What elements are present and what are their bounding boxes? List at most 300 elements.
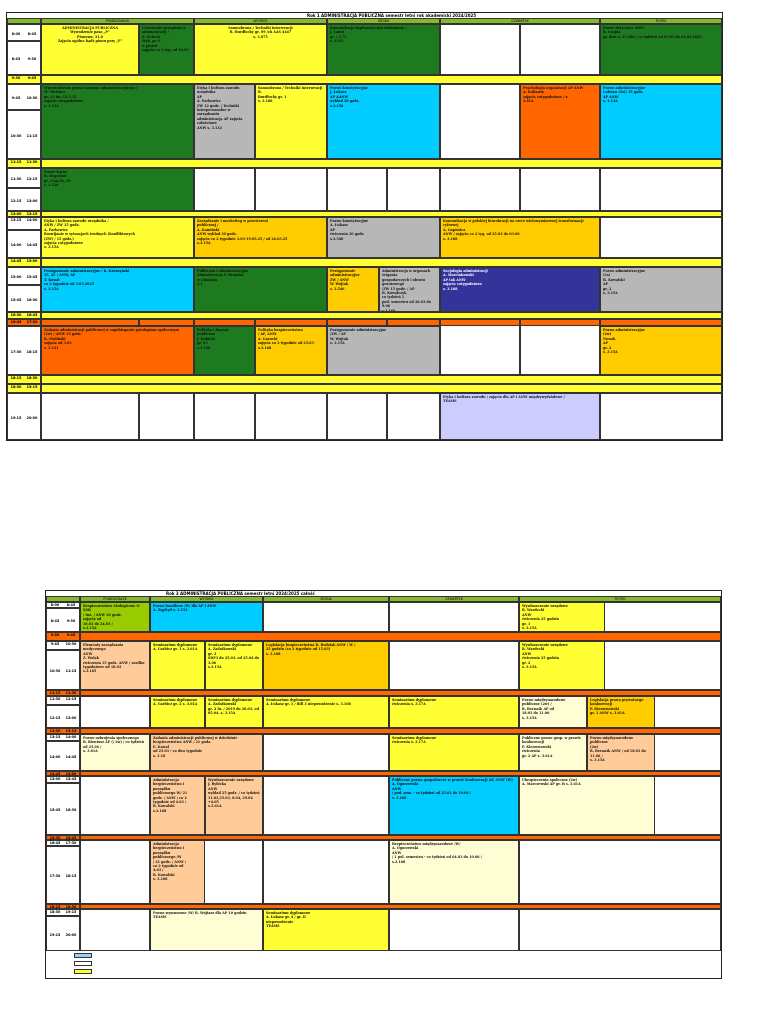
class-line: gr. 1 (522, 621, 531, 626)
class-line: Publiczna i administracyjna (197, 269, 249, 273)
class-line: Prawo międzynarodowe publiczne (590, 736, 634, 745)
class-line: Wywłaszczenie urzędowe (208, 778, 254, 782)
class-line: Prawo administracyjne (603, 328, 646, 332)
time-end: 11:30 (26, 160, 38, 164)
time-cell (7, 230, 41, 258)
class-line: Administracja (153, 778, 179, 782)
class-line: s.3.168 (153, 808, 167, 813)
time-end: 17:30 (65, 841, 77, 845)
class-line: s. 3.15A (522, 715, 537, 720)
class-line: s. 3.168 (266, 651, 281, 656)
class-line: od 25.04 / (83, 744, 102, 749)
time-cell (46, 776, 80, 783)
class-block[interactable] (600, 326, 722, 375)
time-start: 16:30 (10, 313, 22, 317)
time-start: 15:00 (10, 275, 22, 279)
class-line: ANW (392, 850, 402, 855)
class-line: zajęcia cotygodniowe (44, 99, 84, 104)
class-line: A. Łukasz (330, 223, 348, 228)
class-line: A. Łukasz gr. 4 / gr. II (266, 915, 306, 920)
class-line: Administracja F. Brańska (197, 273, 244, 278)
class-line: bezpieczeństwa i (153, 846, 185, 851)
time-cell (46, 641, 80, 650)
class-line: gr. 2 lu. / 2019 do 20.03. od (208, 706, 259, 711)
class-line: Etyka i kultura zawodu urzędnika (197, 86, 240, 95)
class-block[interactable] (263, 696, 389, 728)
time-start: 15:45 (10, 297, 22, 302)
class-line: Postępowanie administracyjne (330, 328, 387, 332)
class-line: Wywodzenie pasa „P” (70, 30, 110, 35)
class-line: co 2 tygodnie od 3.03.2025 (44, 282, 94, 287)
class-block[interactable] (255, 84, 327, 159)
class-line: Prawo konstytucyjne (330, 219, 369, 223)
time-start: 16:45 (10, 320, 22, 324)
class-block[interactable] (194, 24, 327, 75)
class-line: Publiczne prawo gosp. w prawie (522, 736, 581, 740)
class-line: Samoobrona / Techniki interwencji R. (258, 86, 323, 95)
class-block[interactable] (263, 909, 389, 951)
time-cell (7, 326, 41, 375)
class-block[interactable] (150, 840, 205, 904)
class-line: AP tak ANW (443, 277, 466, 282)
class-block[interactable] (194, 217, 327, 258)
class-line: / 1 pol. semestru - co tydzień od 04.03 do 10.06 / (392, 855, 482, 860)
class-block[interactable] (327, 267, 379, 312)
class-line: s. 3.126 (44, 183, 59, 188)
class-line: Elementy zarządzania medycznego (83, 643, 124, 652)
class-line: administracyjne (330, 273, 360, 278)
class-line: 15, 2C / ANW, AP (44, 273, 76, 278)
time-start: 9:45 (50, 642, 60, 646)
class-line: bezpieczeństwa i (153, 782, 185, 787)
class-line: ANW s. 3.132 (197, 125, 222, 130)
slot-cell (41, 393, 139, 440)
time-cell (7, 217, 41, 230)
time-start: 12:15 (10, 198, 22, 203)
time-cell (7, 168, 41, 188)
class-line: R. Beluck (142, 34, 160, 39)
class-block[interactable] (41, 168, 194, 211)
legend-swatch-blue (74, 953, 92, 958)
time-cell (46, 734, 80, 741)
class-line: A. Ogorzewski (392, 782, 419, 787)
class-line: ZW 12 godz. / Techniki (197, 103, 240, 108)
class-line: Seminarium dyplomowe (153, 643, 198, 647)
class-line: Seminarium dyplomowe (208, 698, 253, 702)
class-block[interactable] (194, 326, 255, 375)
time-end: 19:15 (65, 910, 77, 914)
class-line: gr. 2 (603, 345, 612, 350)
class-line: publicznego W/ 21 (153, 791, 188, 796)
class-line: Seminarium dyplomowe (392, 736, 437, 740)
class-block[interactable] (80, 734, 150, 771)
class-line: s. 3.546 (330, 286, 345, 291)
time-start: 9:45 (11, 96, 21, 100)
class-line: Legislacja bezpieczeństwa D. Bodziak ANW / W / (266, 643, 356, 647)
class-line: publiczne (2w) / (522, 702, 552, 707)
class-line: 4.03 / (153, 868, 164, 873)
class-line: s. 3.61A (83, 749, 98, 754)
time-end: 10:30 (65, 642, 77, 646)
class-line: Ubezpieczenia społeczne (2w) (522, 778, 578, 782)
class-block[interactable] (519, 696, 587, 728)
class-block[interactable] (41, 84, 194, 159)
time-start: 14:45 (49, 772, 61, 776)
time-end: 12:15 (65, 697, 77, 701)
class-block[interactable] (41, 326, 194, 375)
class-line: s. 1.13A (603, 99, 618, 104)
time-end: 13:00 (65, 715, 77, 720)
class-line: porządku (153, 786, 171, 791)
slot-cell (520, 24, 600, 75)
class-block[interactable] (327, 326, 440, 375)
slot-cell (194, 393, 255, 440)
class-line: AP (330, 227, 336, 232)
class-block[interactable] (440, 267, 600, 312)
class-line: AP ANW (603, 94, 619, 99)
class-block[interactable] (520, 84, 600, 159)
class-line: s. 3331 (330, 39, 344, 44)
class-line: /ZW 15 godz. / AP (382, 286, 415, 291)
class-line: s. 3.15A (603, 291, 618, 296)
class-line: A. Marczewski AP gr. B s. 3.61A (522, 782, 581, 787)
time-cell (46, 632, 80, 641)
class-block[interactable] (379, 267, 440, 312)
class-line: K. Staliński (44, 336, 66, 341)
time-end: 13:15 (65, 729, 77, 733)
time-end: 14:00 (65, 735, 77, 739)
class-line: AP (603, 282, 609, 287)
class-line: s. 3.168 (443, 286, 458, 291)
class-block[interactable] (600, 24, 722, 75)
time-end: 8:45 (27, 31, 37, 36)
time-start: 17:30 (49, 874, 61, 878)
class-line: s. 3.15A (44, 286, 59, 291)
class-line: s.3.15A (208, 665, 222, 670)
class-block[interactable] (389, 776, 519, 835)
class-line: publicznej / (197, 223, 219, 228)
class-block[interactable] (150, 909, 263, 951)
slot-cell (519, 840, 721, 904)
class-line: Postępowanie administracyjne / K. Kruszyński (44, 269, 130, 273)
time-start: 18:30 (49, 910, 61, 914)
class-block[interactable] (41, 267, 194, 312)
time-start: 9:30 (11, 76, 21, 80)
class-line: ćwiczenia 25 godzin (522, 617, 560, 622)
class-line: P. Kierzenowski (522, 744, 551, 749)
time-end: 16:30 (26, 297, 38, 302)
class-line: s.3.168 (258, 345, 272, 350)
class-line: s. 3.168 (258, 99, 273, 104)
time-end: 18:30 (65, 905, 77, 909)
time-start: 16:30 (49, 836, 61, 840)
class-line: Zadania administracji publicznej w dziedzinie (153, 736, 238, 740)
break-band (41, 312, 722, 319)
class-block[interactable] (327, 217, 440, 258)
class-line: s. 3.168 (153, 877, 168, 882)
class-line: R. Kowalski (153, 804, 175, 809)
slot-cell (600, 393, 722, 440)
class-line: ANW (208, 786, 218, 791)
class-block[interactable] (519, 776, 655, 835)
class-line: R. Burdłocky gr. 09 /ch AAS 4447 (229, 30, 292, 35)
class-block[interactable] (139, 24, 194, 75)
class-line: wykład 30 godz. (330, 99, 360, 104)
class-line: administracji / (142, 30, 169, 35)
class-block[interactable] (80, 641, 150, 690)
class-block[interactable] (194, 267, 327, 312)
class-line: J. Rybicka (208, 782, 227, 787)
class-block[interactable] (389, 840, 519, 904)
time-start: 19:15 (49, 932, 61, 937)
slot-cell (389, 641, 519, 690)
time-cell (7, 267, 41, 285)
class-line: Ustawianie przepisów w (142, 26, 186, 30)
class-line: ANW (522, 612, 532, 617)
class-line: B. Boguslaw (44, 174, 67, 179)
timetable-title: Rok 1 ADMINISTRACJA PUBLICZNA semestr letni rok akademicki 2024/2025 (307, 13, 477, 18)
class-line: s. 3.131 (44, 103, 59, 108)
class-block[interactable] (519, 602, 605, 632)
slot-cell (80, 776, 150, 835)
class-line: Seminarium dyplomowe (392, 698, 437, 702)
class-block[interactable] (519, 641, 605, 690)
time-end: 10:30 (26, 96, 38, 100)
class-line: s. 3.15A (522, 665, 537, 670)
class-block[interactable] (327, 84, 440, 159)
class-line: (2s) (603, 273, 611, 278)
time-end: 14:45 (65, 755, 77, 759)
class-line: Pionowa: 31.0 (77, 34, 103, 39)
time-cell (46, 608, 80, 632)
class-block[interactable] (205, 776, 263, 835)
class-line: Psychologia organizacji AP ANW (523, 86, 584, 90)
class-line: godz. / ANW / co 2 (153, 795, 187, 800)
class-block[interactable] (150, 602, 263, 632)
class-line: AP (603, 341, 609, 346)
day-header-thursday: CZWARTEK (389, 596, 519, 602)
time-start: 10:30 (10, 133, 22, 138)
class-line: ZW / ANW (330, 277, 349, 282)
time-end: 15:45 (65, 777, 77, 781)
class-block[interactable] (194, 84, 255, 159)
slot-cell (139, 393, 194, 440)
class-line: A. Zygfryd s. 3.153 (153, 608, 188, 613)
class-line: / 21 godz. / ANW / (153, 859, 187, 864)
class-line: ANW wykład 30 godz. (197, 232, 237, 237)
class-line: gr. 2 AP s. 3.61A (522, 753, 553, 758)
class-line: gr. 1 ANW s. 3.61A (590, 711, 625, 716)
time-start: 18:15 (49, 905, 61, 909)
time-cell (46, 650, 80, 690)
time-cell (7, 312, 41, 319)
time-cell (46, 783, 80, 835)
class-line: Burdłocky gr. 1 (258, 94, 287, 99)
class-line: Komunikacja dyplomatyczna wiadomość / (330, 26, 407, 30)
class-line: publiczne (197, 332, 215, 337)
time-start: 13:00 (10, 212, 22, 216)
class-line: bezpieczeństwa ANW / 21 godz. (153, 740, 212, 745)
class-line: Legislacja prawa prywatnego (590, 698, 644, 702)
class-block[interactable] (150, 641, 205, 690)
class-line: Wywłaszczenie urzędowe (522, 643, 568, 647)
time-cell (46, 696, 80, 705)
time-cell (7, 188, 41, 211)
slot-cell (255, 168, 327, 211)
time-end: 17:30 (26, 320, 38, 324)
class-block[interactable] (600, 267, 722, 312)
class-line: Seminarium dyplomowe (208, 643, 253, 647)
time-end: 9:30 (27, 57, 37, 61)
class-line: co 2 tygodnie od (153, 864, 184, 869)
class-line: Seminarium dyplomowe (266, 911, 311, 915)
time-end: 15:45 (26, 275, 38, 279)
class-line: A. Parkowicz (44, 227, 68, 232)
slot-cell (327, 393, 387, 440)
class-line: Bezpieczeństwo międzynarodowe /W/ (392, 842, 461, 846)
class-line: s.3.15A (197, 241, 211, 246)
time-start: 11:15 (10, 160, 22, 164)
class-line: W. Wojtak (330, 336, 349, 341)
day-header-tuesday: WTOREK (194, 18, 327, 24)
class-line: Wywłaszczenie urzędowe (522, 604, 568, 608)
class-line: AP (197, 94, 203, 99)
time-start: 15:45 (49, 808, 61, 812)
break-band (41, 75, 722, 84)
class-line: Prawo dotyczące ADR / (603, 26, 646, 30)
class-line: 18.03 do 24.03 / (83, 621, 113, 626)
time-cell (7, 24, 41, 41)
class-line: A. Ogorzewski (392, 846, 419, 851)
class-line: A. Kaliszuk (523, 90, 544, 95)
time-end: 20:00 (26, 415, 38, 420)
time-start: 14:00 (10, 243, 22, 247)
class-line: R. Wardecki (522, 608, 545, 613)
class-block[interactable] (327, 24, 440, 75)
day-header-wednesday: ŚRODA (327, 18, 440, 24)
break-band (41, 384, 722, 393)
class-line: Prawo handlowe /W/ dla AP i ANW (153, 604, 217, 608)
class-line: Prawo karne (44, 170, 68, 174)
class-line: zajęcia cotygodniowe (443, 282, 483, 287)
class-line: s.3.165 (83, 669, 97, 674)
day-header-wednesday: ŚRODA (263, 596, 389, 602)
class-line: wykład 25 godz. / co tydzień (208, 791, 260, 796)
class-line: Etyka i kultura zawodu / zajęcia dla AP i ANW międzywydziałowe / (443, 395, 565, 399)
class-line: Seminarium dyplomowe (266, 698, 311, 702)
class-line: ANW / ZW 15 godz. (44, 223, 80, 228)
class-line: s.3.61A (208, 804, 222, 809)
class-block[interactable] (587, 734, 655, 771)
class-block[interactable] (205, 641, 263, 690)
time-start: 8:45 (50, 619, 60, 623)
slot-cell (600, 168, 722, 211)
time-start: 13:00 (49, 729, 61, 733)
class-line: R. Grajda (603, 30, 621, 35)
class-line: Prawo administracyjne (603, 269, 646, 273)
slot-cell (80, 909, 150, 951)
class-line: ćwiczenia 30 godz. (330, 232, 365, 237)
legend-swatch-white (74, 961, 92, 966)
class-line: administracją AP zajęcia (197, 116, 243, 121)
time-end: 9:45 (66, 633, 76, 637)
time-start: 8:00 (11, 31, 21, 36)
class-line: co tydzień 1 (382, 295, 405, 300)
slot-cell (520, 168, 600, 211)
time-end: 11:15 (26, 133, 38, 138)
class-line: P. Kierzenowski (590, 706, 619, 711)
class-line: 11.03,25.03, 8.04, 29.04 +4.05 (208, 795, 253, 805)
class-line: / AP, ANW (258, 332, 277, 337)
class-line: pod. semestru od 26.03 do 9.06 (382, 299, 431, 309)
class-block[interactable] (440, 217, 600, 258)
class-line: ANW (83, 651, 93, 656)
class-line: ANW / zajęcia co 2 tyg. od 25.03 do 03.06 (443, 232, 520, 237)
time-cell (7, 84, 41, 110)
class-line: Administracja w organach ścigania (382, 269, 431, 278)
class-line: R. Wardecki (522, 647, 545, 652)
class-line: s.3.168 (197, 345, 211, 350)
class-block[interactable] (587, 696, 655, 728)
slot-cell (263, 602, 389, 632)
time-start: 17:30 (10, 349, 22, 354)
time-end: 15:00 (26, 259, 38, 263)
time-end: 11:30 (65, 691, 77, 695)
slot-cell (389, 602, 519, 632)
class-line: ćwiczenia 25 godzin (522, 656, 560, 661)
class-line: s.3.546 (330, 236, 344, 241)
class-block[interactable] (255, 326, 327, 375)
timetable-year1 (6, 12, 723, 441)
class-line: Prawo administracyjne (603, 86, 646, 90)
class-block[interactable] (263, 641, 389, 690)
class-block[interactable] (205, 696, 263, 728)
class-block[interactable] (600, 84, 722, 159)
class-block[interactable] (440, 393, 600, 440)
class-block[interactable] (41, 24, 139, 75)
class-block[interactable] (389, 734, 519, 771)
class-line: Wyk. gr. 0 (142, 39, 161, 44)
time-cell (46, 741, 80, 771)
class-line: zajęcia od (83, 617, 102, 622)
class-block[interactable] (80, 602, 150, 632)
class-line: całościowe (197, 121, 217, 126)
class-line: AP AANW (330, 94, 349, 99)
class-line: s.3.168 (392, 859, 406, 864)
class-block[interactable] (519, 734, 587, 771)
class-line: / Inż. / ANW 20 godz. (83, 612, 122, 617)
class-line: A. Łukasz gr. 1 / Bill 3 niepowodzenie s. 3.168 (266, 702, 351, 707)
class-line: Socjologia administracji (443, 269, 488, 273)
class-block[interactable] (389, 696, 519, 728)
class-line: w Gdańsku (197, 277, 218, 282)
class-line: w piątek (142, 43, 158, 48)
class-block[interactable] (150, 696, 205, 728)
class-line: / pod. sem. - co tydzień od 25.03 do 10.06 / (392, 791, 472, 796)
break-band (41, 159, 722, 168)
class-line: 18.03 do 11.06 (522, 711, 550, 716)
class-line: A. Parkowicz (197, 99, 221, 104)
class-block[interactable] (150, 734, 263, 771)
class-line: Seminarium dyplomowe (153, 698, 198, 702)
class-block[interactable] (41, 217, 194, 258)
class-line: Administracja (153, 842, 179, 846)
timetable-title: Rok 3 ADMINISTRACJA PUBLICZNA semestr letni 2024/2025 całość (166, 591, 315, 596)
class-block[interactable] (150, 776, 205, 835)
time-cell (46, 916, 80, 951)
class-line: tygodnie od 4.03 / (153, 800, 187, 805)
class-line: interpersonalne w zarządzaniu (197, 108, 231, 117)
